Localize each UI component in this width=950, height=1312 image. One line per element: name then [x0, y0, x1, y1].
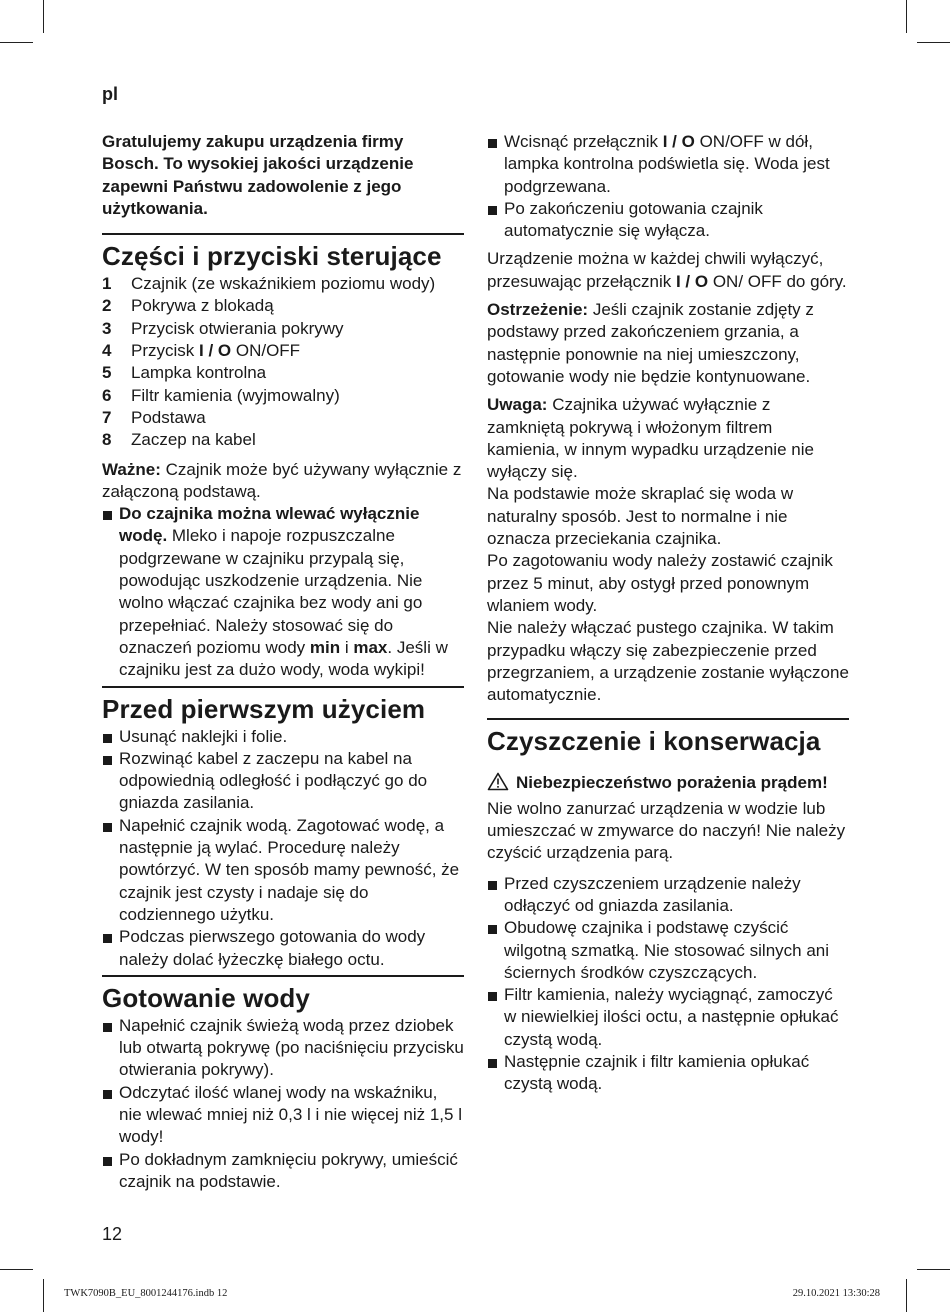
crop-mark: [43, 0, 44, 33]
part-item: [102, 318, 464, 340]
right-column: [487, 131, 849, 1096]
stop-paragraph: Urządzenie można w każdej chwili wyłączyć, przesuwając przełącznik I / O ON/ OFF do góry.: [487, 249, 847, 291]
part-label: Przycisk otwierania pokrywy: [131, 318, 344, 338]
part-label: Pokrywa z blokadą: [131, 296, 274, 316]
boiling-list: [102, 1015, 464, 1193]
list-item: Wcisnąć przełącznik I / O ON/OFF w dół, lampka kontrolna podświetla się. Woda jest podgrzewana.: [487, 131, 849, 198]
cleaning-heading: Czyszczenie i konserwacja: [487, 718, 849, 758]
part-label: Lampka kontrolna: [131, 363, 267, 383]
danger-heading: [487, 772, 849, 797]
left-column: [102, 131, 464, 1193]
part-label: Zaczep na kabel: [131, 430, 256, 450]
part-label: Przycisk I / O ON/OFF: [131, 341, 301, 361]
note-paragraph: Uwaga: Czajnika używać wyłącznie z zamkniętą pokrywą i włożonym filtrem kamienia, w innym wypadku urządzenie nie wyłączy się.: [487, 395, 814, 482]
part-number: 1: [102, 274, 112, 294]
print-file-info: TWK7090B_EU_8001244176.indb 12: [64, 1288, 228, 1299]
part-item: [102, 273, 464, 295]
part-number: 4: [102, 341, 112, 361]
crop-mark: [906, 0, 907, 33]
part-item: [102, 429, 464, 451]
danger-title: Niebezpieczeństwo porażenia prądem!: [516, 773, 828, 793]
part-label: Filtr kamienia (wyjmowalny): [131, 385, 340, 405]
part-number: 7: [102, 407, 112, 427]
list-item: Po dokładnym zamknięciu pokrywy, umieścić czajnik na podstawie.: [102, 1149, 464, 1194]
warning-triangle-icon: [487, 772, 516, 797]
page-number: 12: [102, 1224, 123, 1244]
boiling-heading: Gotowanie wody: [102, 975, 464, 1015]
list-item: Podczas pierwszego gotowania do wody należy dolać łyżeczkę białego octu.: [102, 926, 464, 971]
condensation-paragraph: Na podstawie może skraplać się woda w naturalny sposób. Jest to normalne i nie oznacza przeciekania czajnika.: [487, 484, 794, 549]
list-item: Napełnić czajnik wodą. Zagotować wodę, a następnie ją wylać. Procedurę należy powtórzyć. W ten sposób mamy pewność, że czajnik jest czysty i nadaje się do codziennego użytku.: [102, 815, 464, 926]
important-note: Ważne: Czajnik może być używany wyłącznie z załączoną podstawą.: [102, 459, 462, 501]
list-item: Odczytać ilość wlanej wody na wskaźniku, nie wlewać mniej niż 0,3 l i nie więcej niż 1,5 l wody!: [102, 1082, 464, 1149]
part-label: Podstawa: [131, 407, 206, 427]
part-number: 8: [102, 430, 112, 450]
first-use-list: [102, 726, 464, 971]
warning-paragraph: Ostrzeżenie: Jeśli czajnik zostanie zdjęty z podstawy przed zakończeniem grzania, a następnie ponownie na niej umieszczony, gotowanie wody nie będzie kontynuowane.: [487, 300, 814, 386]
part-number: 6: [102, 385, 112, 405]
list-item: Rozwinąć kabel z zaczepu na kabel na odpowiednią odległość i podłączyć go do gniazda zasilania.: [102, 748, 464, 815]
list-item: Obudowę czajnika i podstawę czyścić wilgotną szmatką. Nie stosować silnych ani ściernych środków czyszczących.: [487, 917, 849, 984]
parts-list: [102, 273, 464, 451]
list-item: Przed czyszczeniem urządzenie należy odłączyć od gniazda zasilania.: [487, 873, 849, 918]
language-code: pl: [102, 84, 118, 104]
crop-mark: [917, 1269, 950, 1270]
part-item: [102, 362, 464, 384]
crop-mark: [0, 42, 33, 43]
parts-heading: Części i przyciski sterujące: [102, 233, 464, 273]
part-label: Czajnik (ze wskaźnikiem poziomu wody): [131, 274, 436, 294]
cool-down-paragraph: Po zagotowaniu wody należy zostawić czajnik przez 5 minut, aby ostygł przed ponownym wlaniem wody.: [487, 551, 833, 615]
first-use-heading: Przed pierwszym użyciem: [102, 686, 464, 726]
part-number: 5: [102, 363, 112, 383]
intro-paragraph: Gratulujemy zakupu urządzenia firmy Bosch. To wysokiej jakości urządzenie zapewni Państwu zadowolenie z jego użytkowania.: [102, 132, 414, 218]
list-item: Następnie czajnik i filtr kamienia opłukać czystą wodą.: [487, 1051, 849, 1096]
list-item: Po zakończeniu gotowania czajnik automatycznie się wyłącza.: [487, 198, 849, 243]
crop-mark: [917, 42, 950, 43]
cleaning-list: [487, 873, 849, 1096]
danger-text: Nie wolno zanurzać urządzenia w wodzie lub umieszczać w zmywarce do naczyń! Nie należy czyścić urządzenia parą.: [487, 798, 846, 863]
part-item: [102, 407, 464, 429]
part-item: [102, 385, 464, 407]
list-item: Napełnić czajnik świeżą wodą przez dziobek lub otwartą pokrywę (po naciśnięciu przycisku otwierania pokrywy).: [102, 1015, 464, 1082]
crop-mark: [43, 1279, 44, 1312]
crop-mark: [0, 1269, 33, 1270]
list-item: Filtr kamienia, należy wyciągnąć, zamoczyć w niewielkiej ilości octu, a następnie opłukać czystą wodą.: [487, 984, 849, 1051]
fill-warning-item: Do czajnika można wlewać wyłącznie wodę. Mleko i napoje rozpuszczalne podgrzewane w czajniku przypalą się, powodując uszkodzenie urządzenia. Nie wolno włączać czajnika bez wody ani go przepełniać. Należy stosować się do oznaczeń poziomu wody min i max. Jeśli w czajniku jest za dużo wody, woda wykipi!: [102, 503, 464, 681]
list-item: Usunąć naklejki i folie.: [102, 726, 464, 748]
part-number: 3: [102, 318, 112, 338]
part-number: 2: [102, 296, 112, 316]
empty-kettle-paragraph: Nie należy włączać pustego czajnika. W takim przypadku włączy się zabezpieczenie przed przegrzaniem, a urządzenie zostanie wyłączone automatycznie.: [487, 618, 849, 705]
print-datetime: 29.10.2021 13:30:28: [792, 1288, 880, 1299]
part-item: [102, 340, 464, 362]
crop-mark: [906, 1279, 907, 1312]
part-item: [102, 295, 464, 317]
